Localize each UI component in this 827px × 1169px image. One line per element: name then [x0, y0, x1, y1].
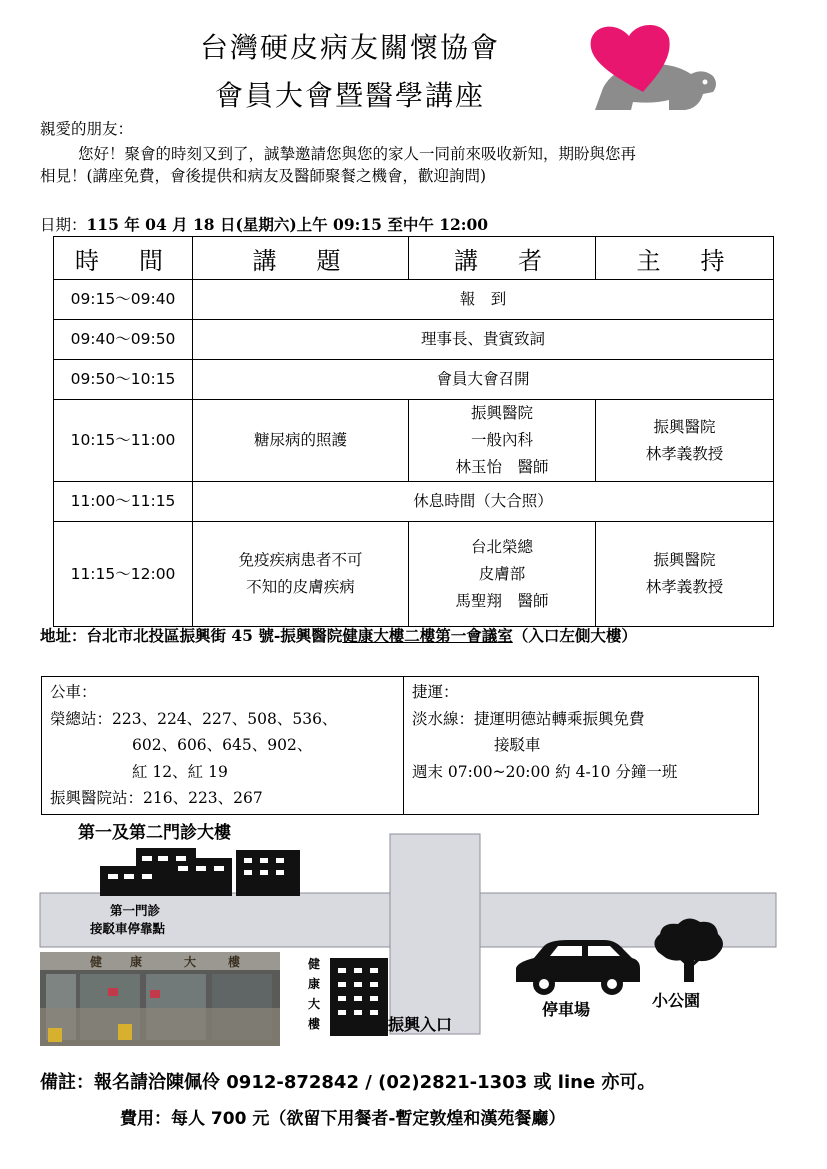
header-speaker: 講 者	[409, 237, 596, 280]
host-name: 林孝義教授	[645, 578, 724, 596]
time-cell: 09:15～09:40	[54, 280, 193, 320]
bus-label: 公車：	[50, 683, 97, 701]
host-cell	[596, 522, 774, 627]
bus-info	[42, 677, 404, 815]
mrt-label: 捷運：	[412, 683, 459, 701]
location-map	[38, 818, 778, 1058]
tree-icon	[654, 918, 723, 982]
event-title: 會員大會暨醫學講座	[214, 79, 485, 112]
invitation-line-1: 您好！聚會的時刻又到了，誠摯邀請您與您的家人一同前來吸收新知，期盼與您再	[78, 145, 637, 163]
header-time: 時 間	[54, 237, 193, 280]
time-cell: 09:40～09:50	[54, 320, 193, 360]
agenda-cell: 會員大會召開	[193, 360, 774, 400]
health-building-char: 康	[308, 977, 321, 991]
host-name: 林孝義教授	[645, 444, 724, 463]
mrt-info	[404, 677, 759, 815]
header-topic: 講 題	[193, 237, 409, 280]
car-icon	[516, 940, 640, 995]
speaker-dept: 一般內科	[470, 431, 533, 449]
table-row	[54, 360, 774, 400]
host-hospital: 振興醫院	[653, 551, 716, 569]
mrt-line-2: 接駁車	[494, 736, 541, 754]
topic-line-2: 不知的皮膚疾病	[246, 578, 355, 596]
registration-note: 備註：報名請洽陳佩伶 0912-872842 / (02)2821-1303 或 line 亦可。	[40, 1072, 656, 1093]
photo-sign-char: 康	[130, 955, 143, 969]
shuttle-stop-label-1: 第一門診	[110, 903, 161, 918]
address-room: 健康大樓二樓第一會議室	[342, 626, 513, 645]
schedule-header-row	[54, 237, 774, 280]
address-suffix: （入口左側大樓）	[512, 626, 637, 645]
topic-cell	[193, 522, 409, 627]
fee-info: 費用：每人 700 元（欲留下用餐者-暫定敦煌和漢苑餐廳）	[120, 1109, 566, 1129]
speaker-dept: 皮膚部	[478, 564, 526, 583]
table-row	[54, 400, 774, 482]
entrance-label: 振興入口	[388, 1015, 453, 1034]
health-building-char: 健	[308, 957, 321, 971]
photo-sign-char: 健	[90, 955, 103, 969]
speaker-cell	[409, 400, 596, 482]
table-row	[54, 320, 774, 360]
time-cell: 11:15～12:00	[54, 522, 193, 627]
speaker-hospital: 台北榮總	[470, 537, 533, 556]
health-building-char: 樓	[308, 1017, 321, 1031]
host-cell	[596, 400, 774, 482]
time-cell: 09:50～10:15	[54, 360, 193, 400]
date-value: 115 年 04 月 18 日(星期六)上午 09:15 至中午 12:00	[86, 215, 489, 234]
bus-line-2: 602、606、645、902、	[132, 736, 313, 754]
header-host: 主 持	[596, 237, 774, 280]
bus-line-4: 振興醫院站：216、223、267	[50, 789, 263, 807]
photo-sign-char: 樓	[228, 955, 241, 969]
venue-address	[40, 624, 637, 646]
health-building-char: 大	[308, 997, 321, 1011]
topic-cell: 糖尿病的照護	[193, 400, 409, 482]
mrt-line-1: 淡水線：捷運明德站轉乘振興免費	[412, 709, 645, 728]
event-date	[40, 213, 488, 235]
schedule-table	[53, 236, 774, 627]
table-row	[54, 522, 774, 627]
parking-label: 停車場	[542, 1000, 591, 1019]
time-cell: 11:00～11:15	[54, 482, 193, 522]
clinic-building-label: 第一及第二門診大樓	[78, 823, 231, 843]
invitation-line-2: 相見！(講座免費，會後提供和病友及醫師聚餐之機會，歡迎詢問)	[40, 167, 487, 185]
topic-line-1: 免疫疾病患者不可	[238, 551, 363, 569]
photo-sign-char: 大	[184, 955, 197, 969]
table-row	[54, 280, 774, 320]
speaker-name: 馬聖翔 醫師	[455, 591, 549, 610]
speaker-cell	[409, 522, 596, 627]
greeting: 親愛的朋友：	[40, 120, 134, 138]
address-prefix: 地址：台北市北投區振興街 45 號-振興醫院	[40, 626, 343, 645]
time-cell: 10:15～11:00	[54, 400, 193, 482]
clinic-building-icon	[100, 848, 300, 896]
host-hospital: 振興醫院	[653, 417, 716, 436]
agenda-cell: 報 到	[193, 280, 774, 320]
date-label: 日期：	[40, 216, 87, 234]
table-row	[54, 482, 774, 522]
agenda-cell: 理事長、貴賓致詞	[193, 320, 774, 360]
health-building-icon	[330, 958, 388, 1036]
mrt-line-3: 週末 07:00~20:00 約 4-10 分鐘一班	[412, 762, 678, 781]
agenda-cell: 休息時間（大合照）	[193, 482, 774, 522]
health-building-photo	[40, 952, 280, 1046]
shuttle-stop-label-2: 接駁車停靠點	[90, 921, 166, 936]
org-title: 台灣硬皮病友關懷協會	[199, 31, 500, 64]
bus-line-3: 紅 12、紅 19	[132, 762, 228, 781]
transit-table	[41, 676, 759, 815]
speaker-name: 林玉怡 醫師	[455, 458, 549, 476]
association-logo	[573, 18, 723, 114]
bus-line-1: 榮總站：223、224、227、508、536、	[50, 709, 338, 728]
speaker-hospital: 振興醫院	[470, 404, 533, 422]
park-label: 小公園	[652, 991, 701, 1010]
